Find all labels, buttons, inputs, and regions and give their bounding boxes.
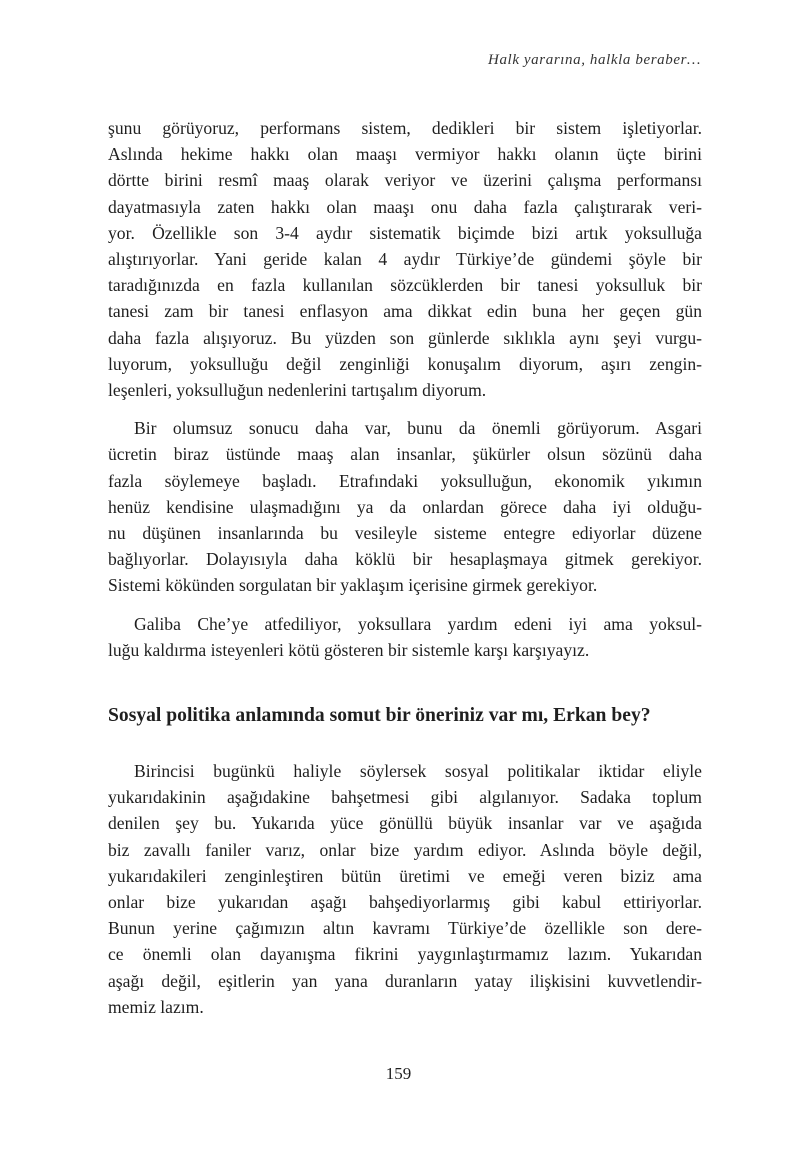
text-line: Aslında hekime hakkı olan maaşı vermiyor hakkı olanın üçte birini <box>108 144 702 165</box>
text-line: yor. Özellikle son 3-4 aydır sistematik biçimde bizi artık yoksulluğa <box>108 222 702 243</box>
page-number: 159 <box>385 1064 412 1083</box>
text-line: ce önemli olan dayanışma fikrini yaygınlaştırmamız lazım. Yukarıdan <box>108 944 702 965</box>
text-line: biz zavallı faniler varız, onlar bize yardım ediyor. Aslında böyle değil, <box>108 839 702 860</box>
text-line: aşağı değil, eşitlerin yan yana duranların yatay ilişkisini kuvvetlendir- <box>108 970 702 991</box>
text-line: bağlıyorlar. Dolayısıyla daha köklü bir hesaplaşmaya gitmek gerekiyor. <box>108 549 702 570</box>
text-line: memiz lazım. <box>108 996 204 1017</box>
paragraph-2 <box>108 415 702 598</box>
text-line: Bir olumsuz sonucu daha var, bunu da önemli görüyorum. Asgari <box>134 418 702 439</box>
text-line: dayatmasıyla zaten hakkı olan maaşı onu daha fazla çalıştırarak veri- <box>108 196 702 217</box>
answer-paragraph <box>108 758 702 1020</box>
text-line: luğu kaldırma isteyenleri kötü gösteren bir sistemle karşı karşıyayız. <box>108 639 590 660</box>
text-line: tanesi zam bir tanesi enflasyon ama dikkat edin buna her geçen gün <box>108 301 702 322</box>
text-line: dörtte birini resmî maaş olarak veriyor ve üzerini çalışma performansı <box>108 170 702 191</box>
section-heading: Sosyal politika anlamında somut bir öneriniz var mı, Erkan bey? <box>108 705 651 727</box>
text-line: taradığınızda en fazla kullanılan sözcüklerden bir tanesi yoksulluk bir <box>108 275 702 296</box>
text-line: yukarıdakinin aşağıdakine bahşetmesi gibi algılanıyor. Sadaka toplum <box>108 787 702 808</box>
text-line: daha fazla alışıyoruz. Bu yüzden son günlerde sıklıkla aynı şeyi vurgu- <box>108 327 702 348</box>
text-line: nu düşünen insanlarında bu vesileyle sisteme entegre ediyorlar düzene <box>108 523 702 544</box>
running-head: Halk yararına, halkla beraber… <box>488 52 701 68</box>
paragraph-3 <box>108 611 702 663</box>
paragraph-1 <box>108 115 702 403</box>
text-line: Galiba Che’ye atfediliyor, yoksullara yardım edeni iyi ama yoksul- <box>134 613 702 634</box>
text-line: Bunun yerine çağımızın altın kavramı Türkiye’de özellikle son dere- <box>108 918 702 939</box>
text-line: şunu görüyoruz, performans sistem, dedikleri bir sistem işletiyorlar. <box>108 118 702 138</box>
text-line: Birincisi bugünkü haliyle söylersek sosyal politikalar iktidar eliyle <box>134 761 702 782</box>
page-body <box>108 115 702 1020</box>
text-line: yukarıdakileri zenginleştiren bütün üretimi ve emeği veren biziz ama <box>108 865 702 886</box>
text-line: fazla söylemeye başladı. Etrafındaki yoksulluğun, ekonomik yıkımın <box>108 470 702 491</box>
text-line: henüz kendisine ulaşmadığını ya da onlardan görece daha iyi olduğu- <box>108 496 702 517</box>
text-line: leşenleri, yoksulluğun nedenlerini tartışalım diyorum. <box>108 380 487 401</box>
text-line: luyorum, yoksulluğu değil zenginliği konuşalım diyorum, aşırı zengin- <box>108 353 702 374</box>
text-line: onlar bize yukarıdan aşağı bahşediyorlarmış gibi kabul ettiriyorlar. <box>108 892 702 913</box>
text-line: denilen şey bu. Yukarıda yüce gönüllü büyük insanlar var ve aşağıda <box>108 813 702 834</box>
text-line: alıştırıyorlar. Yani geride kalan 4 aydır Türkiye’de gündemi şöyle bir <box>108 249 702 270</box>
text-line: Sistemi kökünden sorgulatan bir yaklaşım içerisine girmek gerekiyor. <box>108 575 598 596</box>
text-line: ücretin biraz üstünde maaş alan insanlar, şükürler olsun sözünü daha <box>108 444 702 465</box>
